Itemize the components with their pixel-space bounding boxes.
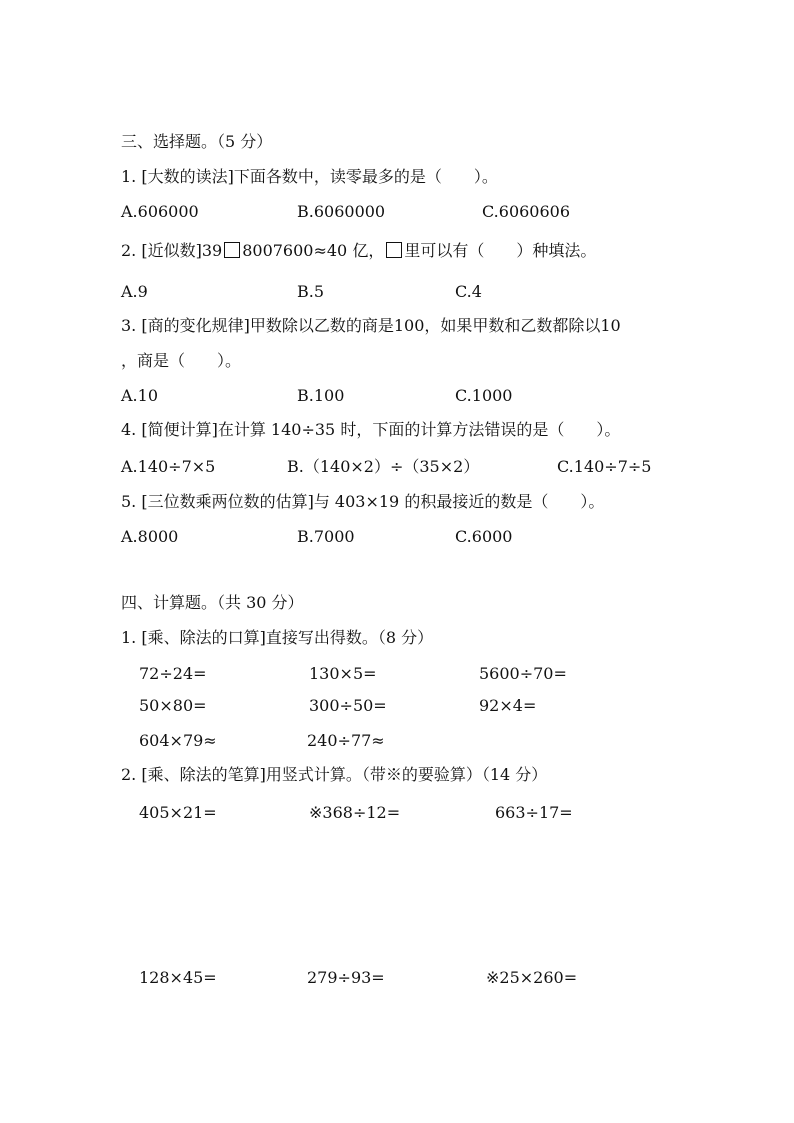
- calc-item: 92×4=: [479, 696, 537, 715]
- question-2-suffix: 里可以有（ ）种填法。: [404, 241, 597, 260]
- section3-heading: 三、选择题。（5 分）: [121, 132, 273, 151]
- blank-box-icon: [224, 242, 240, 258]
- option-b: B.5: [297, 282, 325, 301]
- section4-heading: 四、计算题。（共 30 分）: [121, 593, 304, 612]
- option-c: C.6000: [455, 527, 513, 546]
- question-1: 1. [大数的读法]下面各数中，读零最多的是（ ）。: [121, 167, 498, 186]
- question-3-continued: ，商是（ ）。: [121, 351, 242, 370]
- option-a: A.8000: [121, 527, 179, 546]
- question-4: 4. [简便计算]在计算 140÷35 时，下面的计算方法错误的是（ ）。: [121, 420, 621, 439]
- calc-item: 72÷24=: [139, 664, 207, 683]
- calc-question-1: 1. [乘、除法的口算]直接写出得数。（8 分）: [121, 628, 434, 647]
- option-c: C.140÷7÷5: [557, 457, 652, 476]
- calc-item: 604×79≈: [139, 731, 217, 750]
- option-b: B.（140×2）÷（35×2）: [287, 457, 480, 476]
- option-b: B.100: [297, 386, 345, 405]
- calc-item: ※25×260=: [486, 968, 578, 987]
- question-2: [121, 241, 596, 261]
- calc-item: 50×80=: [139, 696, 207, 715]
- option-c: C.4: [455, 282, 482, 301]
- option-b: B.7000: [297, 527, 355, 546]
- option-c: C.1000: [455, 386, 513, 405]
- calc-item: ※368÷12=: [309, 803, 401, 822]
- blank-box-icon: [386, 242, 402, 258]
- question-5: 5. [三位数乘两位数的估算]与 403×19 的积最接近的数是（ ）。: [121, 492, 605, 511]
- option-a: A.10: [121, 386, 158, 405]
- question-3: 3. [商的变化规律]甲数除以乙数的商是100，如果甲数和乙数都除以10: [121, 316, 621, 335]
- option-a: A.140÷7×5: [121, 457, 216, 476]
- calc-item: 405×21=: [139, 803, 217, 822]
- option-a: A.9: [121, 282, 148, 301]
- option-a: A.606000: [121, 202, 199, 221]
- option-c: C.6060606: [482, 202, 571, 221]
- calc-question-2: 2. [乘、除法的笔算]用竖式计算。（带※的要验算）（14 分）: [121, 765, 548, 784]
- calc-item: 128×45=: [139, 968, 217, 987]
- question-2-prefix: 2. [近似数]39: [121, 241, 223, 260]
- calc-item: 300÷50=: [309, 696, 387, 715]
- calc-item: 5600÷70=: [479, 664, 567, 683]
- calc-item: 130×5=: [309, 664, 377, 683]
- calc-item: 279÷93=: [307, 968, 385, 987]
- calc-item: 240÷77≈: [307, 731, 385, 750]
- option-b: B.6060000: [297, 202, 386, 221]
- question-2-middle: 8007600≈40 亿，: [242, 241, 385, 260]
- calc-item: 663÷17=: [495, 803, 573, 822]
